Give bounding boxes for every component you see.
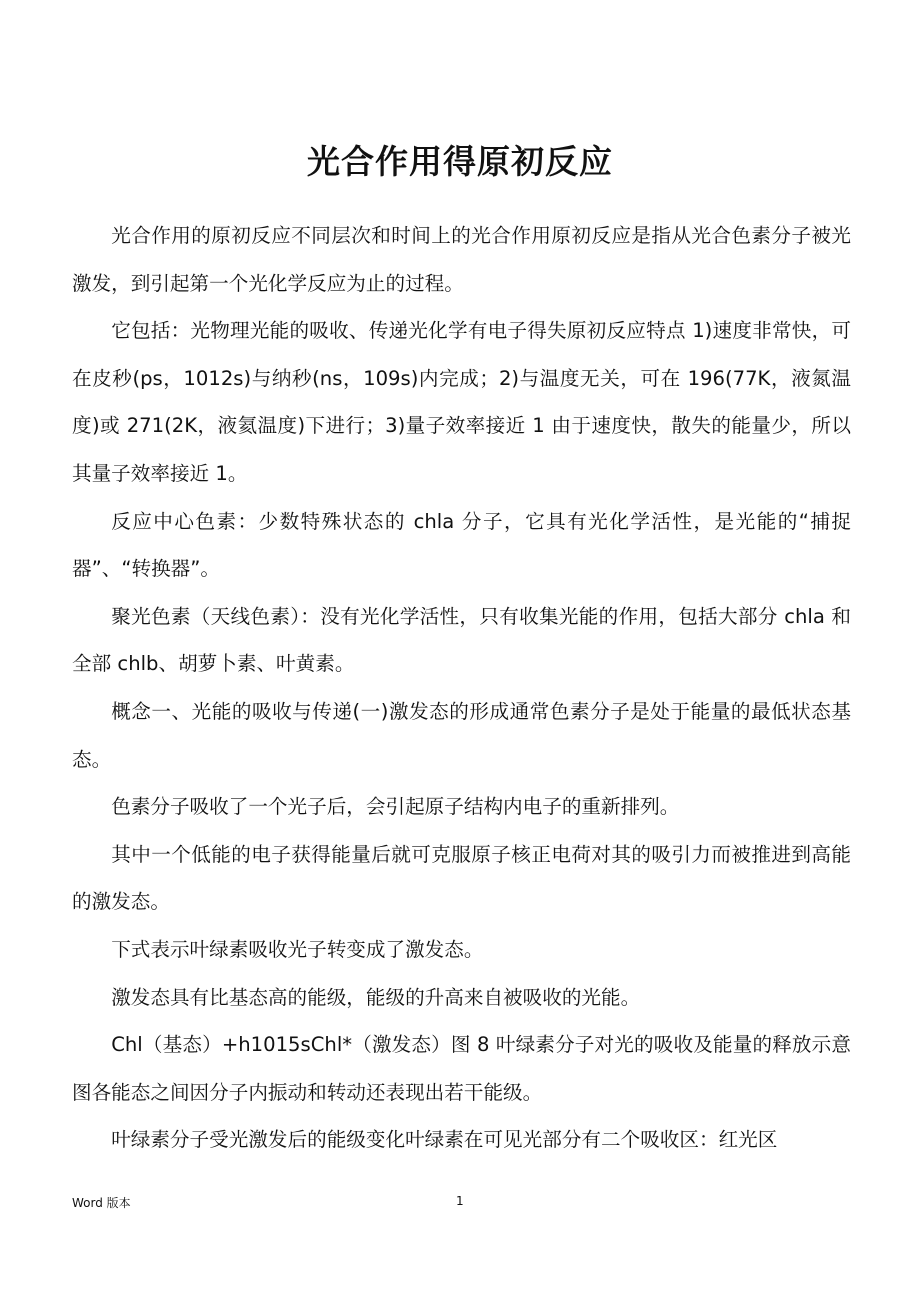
paragraph: 色素分子吸收了一个光子后，会引起原子结构内电子的重新排列。 bbox=[111, 795, 680, 819]
document-title: 光合作用得原初反应 bbox=[307, 142, 613, 181]
paragraph: 概念一、光能的吸收与传递(一)激发态的形成通常色素分子是处于能量的最低状态基态。 bbox=[72, 699, 851, 771]
paragraph: 激发态具有比基态高的能级，能级的升高来自被吸收的光能。 bbox=[111, 985, 641, 1009]
paragraph: 下式表示叶绿素吸收光子转变成了激发态。 bbox=[111, 937, 484, 961]
paragraph: 聚光色素（天线色素）：没有光化学活性，只有收集光能的作用，包括大部分 chla 和全部 chlb、胡萝卜素、叶黄素。 bbox=[72, 604, 851, 676]
paragraph: 它包括：光物理光能的吸收、传递光化学有电子得失原初反应特点 1)速度非常快，可在皮秒(ps，1012s)与纳秒(ns，109s)内完成；2)与温度无关，可在 196(77K，液氮温度)或 271(2K，液氦温度)下进行；3)量子效率接近 1 由于速度快，散失的能量少，所以其量子效率接近 1。 bbox=[72, 319, 851, 485]
footer-label: Word 版本 bbox=[72, 1196, 131, 1210]
paragraph: 其中一个低能的电子获得能量后就可克服原子核正电荷对其的吸引力而被推进到高能的激发态。 bbox=[72, 842, 851, 914]
paragraph: 叶绿素分子受光激发后的能级变化叶绿素在可见光部分有二个吸收区：红光区 bbox=[111, 1128, 778, 1152]
page-number: 1 bbox=[456, 1194, 464, 1208]
paragraph: Chl（基态）+h1015sChl*（激发态）图 8 叶绿素分子对光的吸收及能量的释放示意图各能态之间因分子内振动和转动还表现出若干能级。 bbox=[72, 1033, 851, 1104]
paragraph: 反应中心色素：少数特殊状态的 chla 分子，它具有光化学活性，是光能的“捕捉器”、“转换器”。 bbox=[72, 509, 851, 581]
paragraph: 光合作用的原初反应不同层次和时间上的光合作用原初反应是指从光合色素分子被光激发，到引起第一个光化学反应为止的过程。 bbox=[72, 224, 851, 295]
document-body bbox=[72, 212, 851, 1164]
